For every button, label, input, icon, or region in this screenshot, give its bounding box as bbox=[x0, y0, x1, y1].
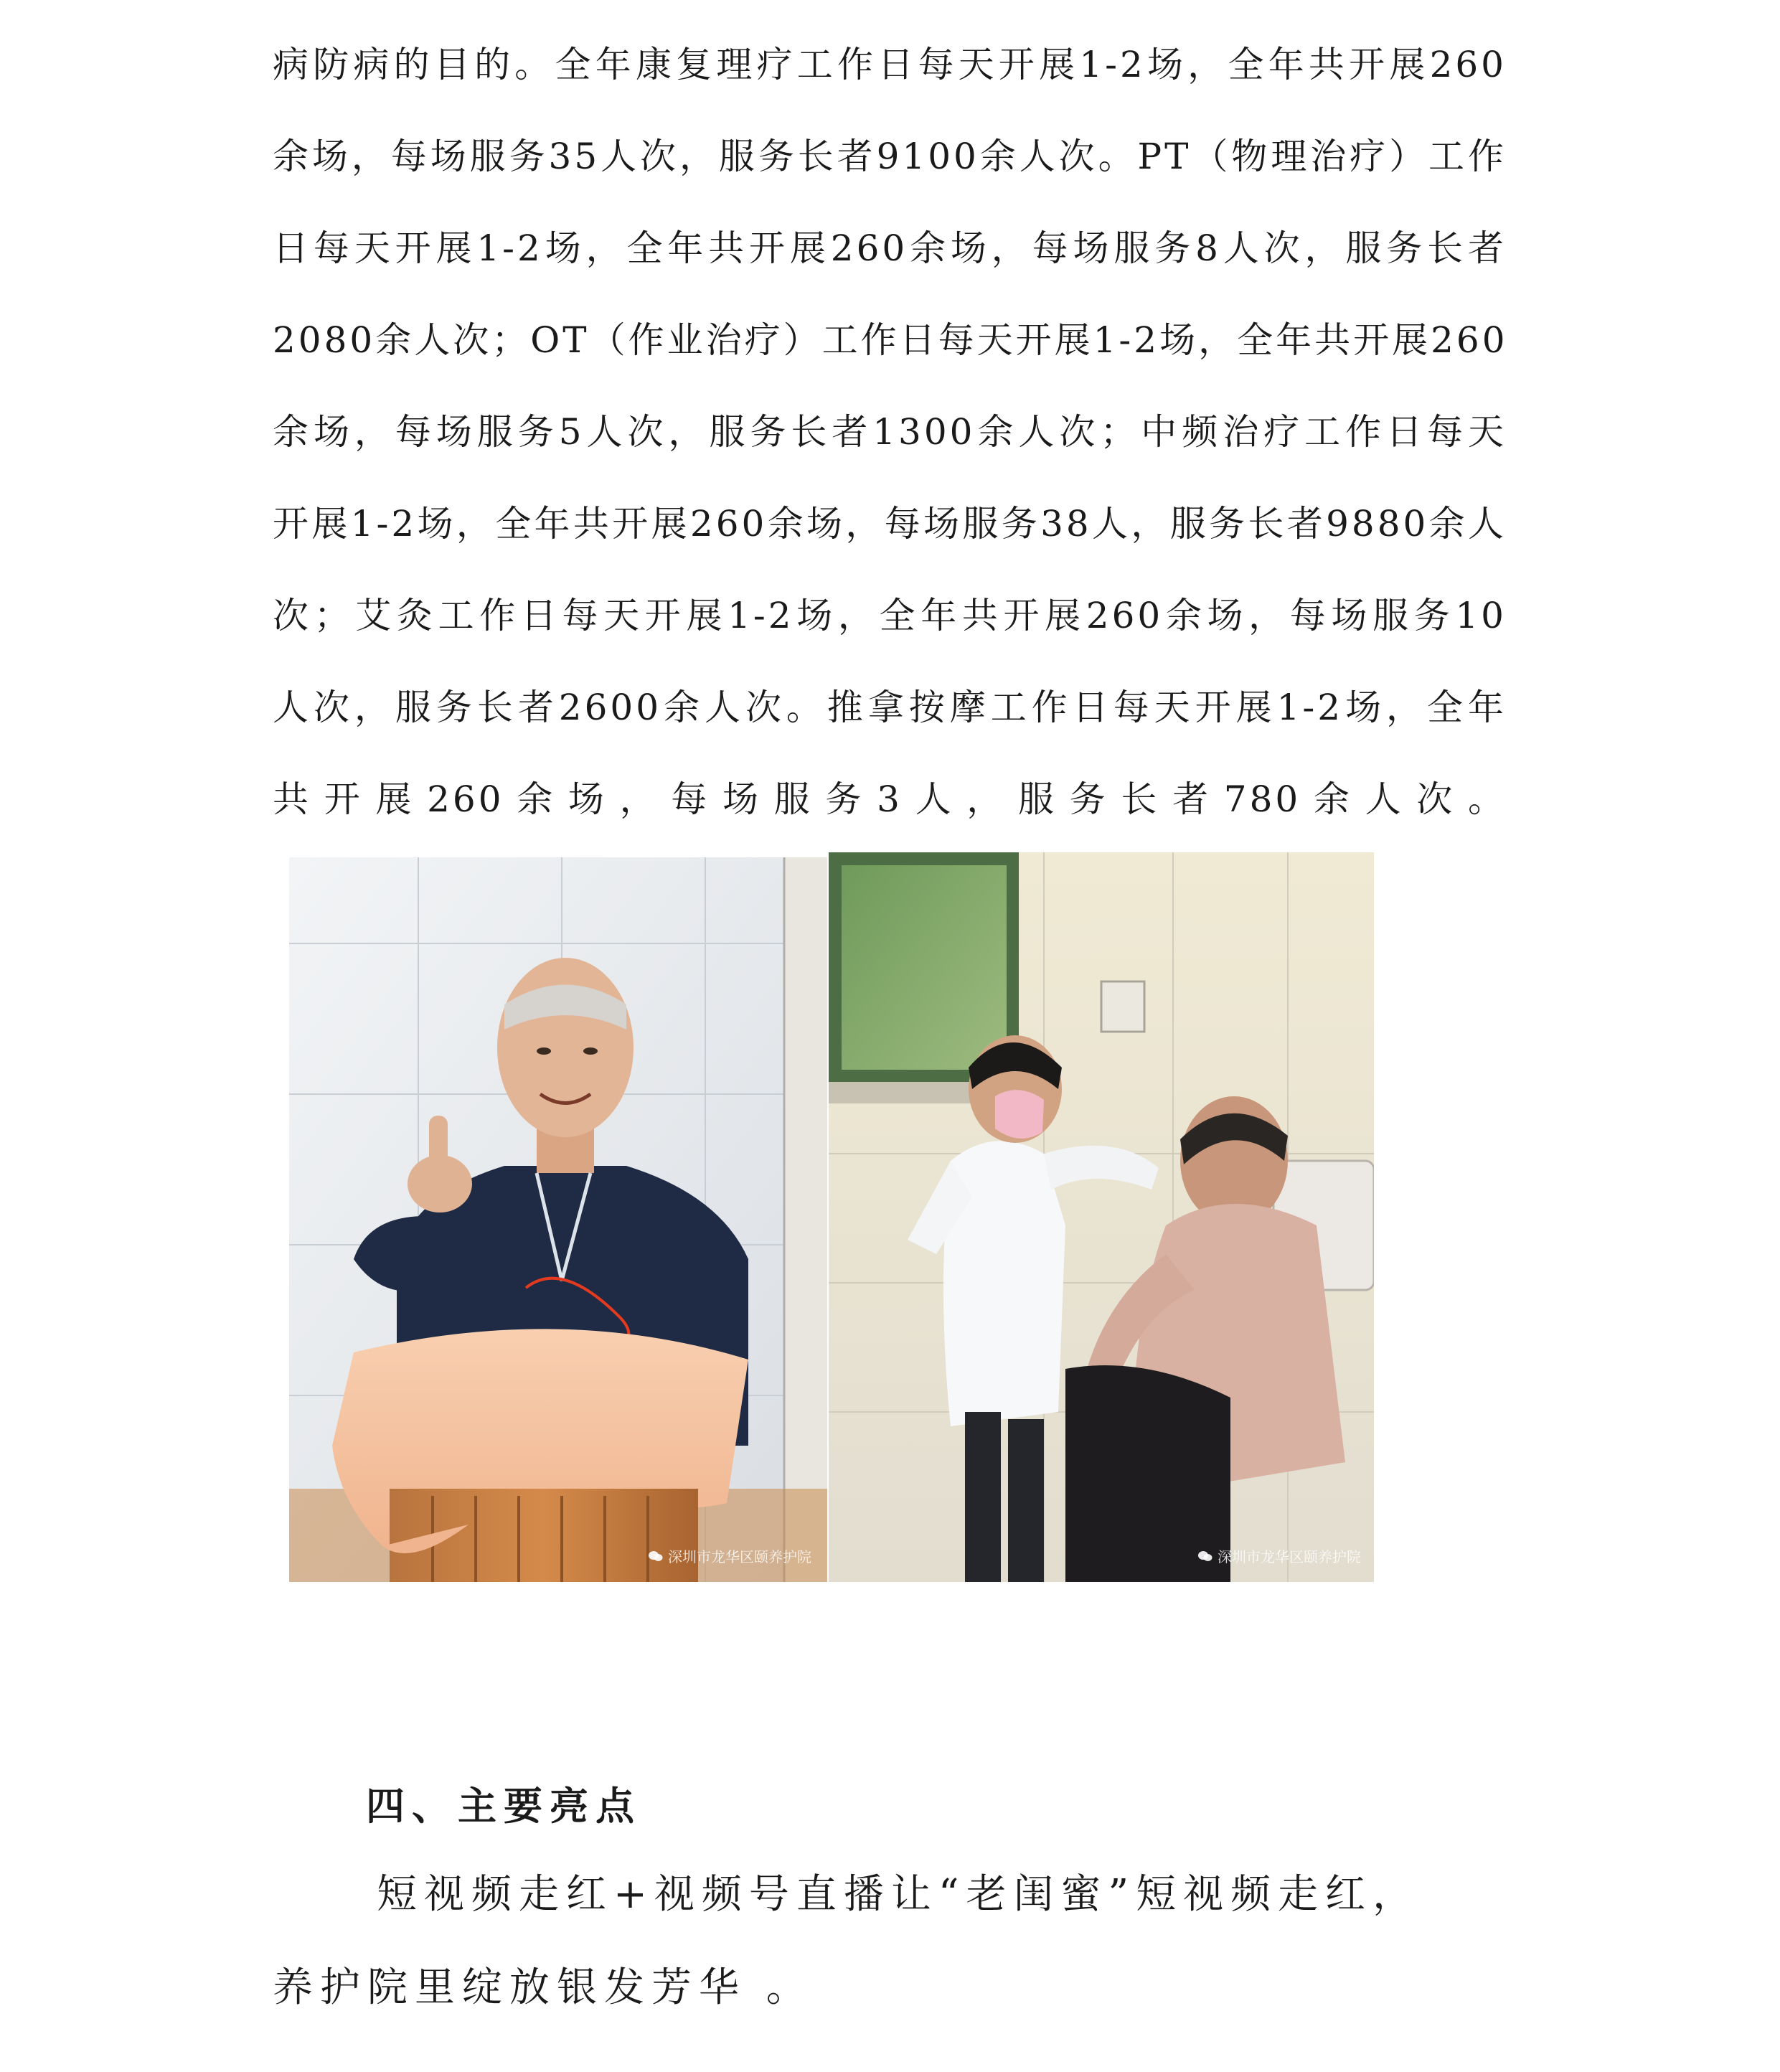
paragraph-line: 余场，每场服务5人次，服务长者1300余人次；中频治疗工作日每天 bbox=[273, 411, 1507, 453]
section-body-line: 短视频走红+视频号直播让“老闺蜜”短视频走红， bbox=[377, 1871, 1421, 1918]
watermark-text: 深圳市龙华区颐养护院 bbox=[1218, 1548, 1361, 1565]
section-heading: 四、主要亮点 bbox=[366, 1784, 641, 1829]
paragraph-line: 人次，服务长者2600余人次。推拿按摩工作日每天开展1-2场，全年 bbox=[273, 687, 1507, 728]
section-body-line: 养护院里绽放银发芳华 。 bbox=[273, 1964, 814, 2011]
paragraph-line: 次；艾灸工作日每天开展1-2场，全年共开展260余场，每场服务10 bbox=[273, 595, 1507, 636]
paragraph-line: 共开展260余场，每场服务3人，服务长者780余人次。 bbox=[273, 778, 1507, 820]
watermark-text: 深圳市龙华区颐养护院 bbox=[668, 1548, 811, 1565]
paragraph-line: 2080余人次；OT（作业治疗）工作日每天开展1-2场，全年共开展260 bbox=[273, 319, 1508, 361]
paragraph-line: 日每天开展1-2场，全年共开展260余场，每场服务8人次，服务长者 bbox=[273, 227, 1507, 269]
photo-nurse-assisting-patient bbox=[829, 852, 1374, 1582]
photo-watermark bbox=[648, 1545, 811, 1566]
photo-watermark bbox=[1197, 1545, 1361, 1566]
paragraph-line: 开展1-2场，全年共开展260余场，每场服务38人，服务长者9880余人 bbox=[273, 503, 1507, 545]
wechat-icon bbox=[1197, 1550, 1213, 1563]
photo-elderly-man-thumbs-up bbox=[289, 857, 827, 1582]
paragraph-line: 病防病的目的。全年康复理疗工作日每天开展1-2场，全年共开展260 bbox=[273, 44, 1507, 85]
wechat-icon bbox=[648, 1550, 664, 1563]
paragraph-line: 余场，每场服务35人次，服务长者9100余人次。PT（物理治疗）工作 bbox=[273, 136, 1507, 177]
